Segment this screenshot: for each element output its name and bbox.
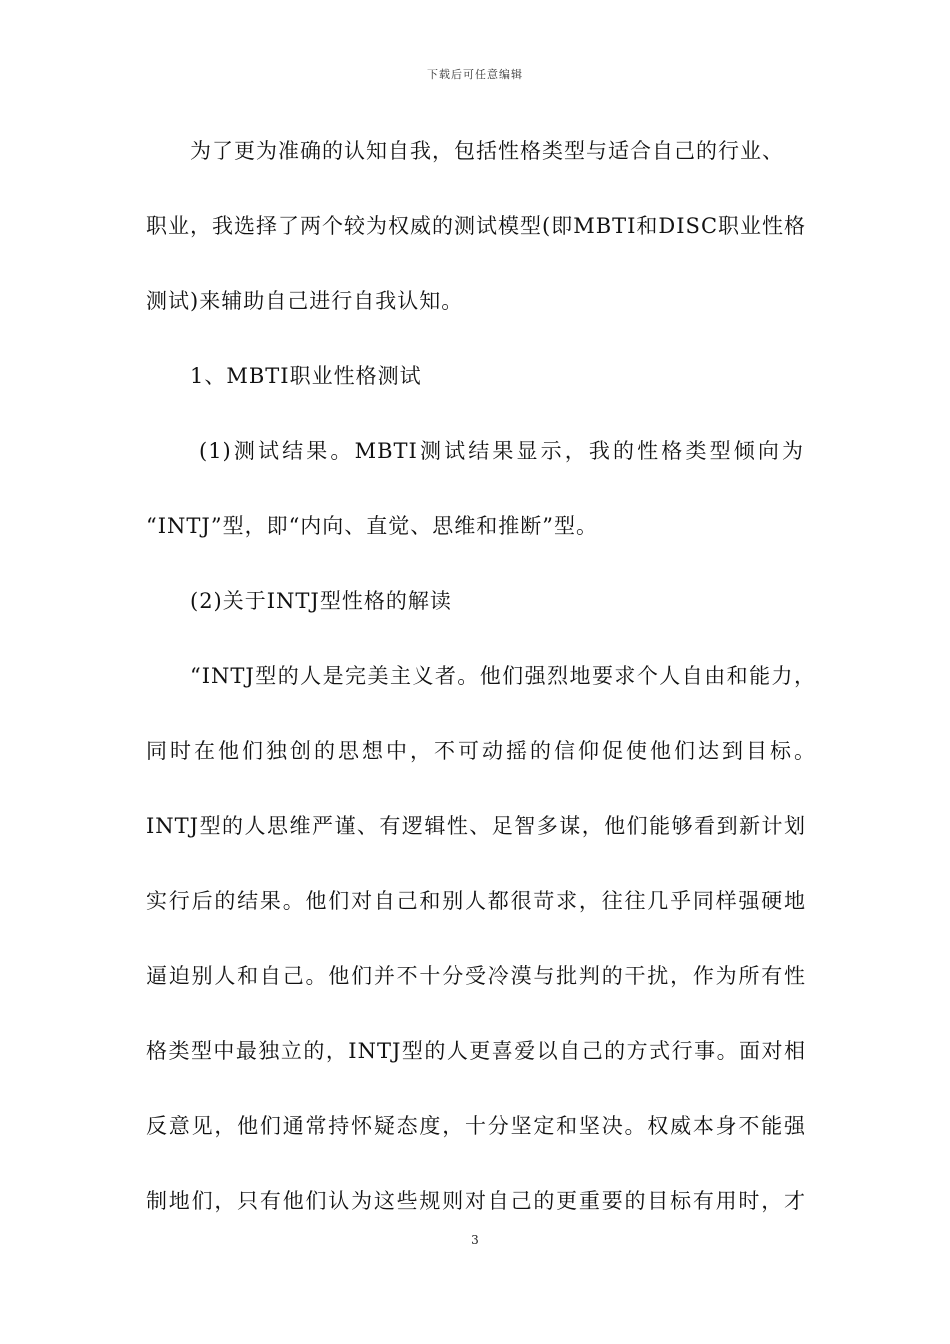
page-number: 3 [471,1233,479,1247]
quote-line-6: 格类型中最独立的，INTJ型的人更喜爱以自己的方式行事。面对相 [146,1039,806,1063]
quote-line-3: INTJ型的人思维严谨、有逻辑性、足智多谋，他们能够看到新计划 [146,814,806,838]
subsection-heading: (2)关于INTJ型性格的解读 [190,589,452,613]
paragraph-line-6: “INTJ”型，即“内向、直觉、思维和推断”型。 [146,514,599,538]
section-heading: 1、MBTI职业性格测试 [190,364,422,388]
paragraph-line-1: 为了更为准确的认知自我，包括性格类型与适合自己的行业、 [190,139,784,163]
paragraph-line-5: (1)测试结果。MBTI测试结果显示，我的性格类型倾向为 [199,439,804,463]
quote-line-2: 同时在他们独创的思想中，不可动摇的信仰促使他们达到目标。 [146,739,816,763]
quote-line-5: 逼迫别人和自己。他们并不十分受冷漠与批判的干扰，作为所有性 [146,964,806,988]
quote-line-1: “INTJ型的人是完美主义者。他们强烈地要求个人自由和能力， [190,664,816,688]
quote-line-7: 反意见，他们通常持怀疑态度，十分坚定和坚决。权威本身不能强 [146,1114,806,1138]
quote-line-8: 制地们，只有他们认为这些规则对自己的更重要的目标有用时，才 [146,1189,806,1213]
paragraph-line-2: 职业，我选择了两个较为权威的测试模型(即MBTI和DISC职业性格 [146,214,807,238]
page-header: 下载后可任意编辑 [427,68,523,81]
quote-line-4: 实行后的结果。他们对自己和别人都很苛求，往往几乎同样强硬地 [146,889,806,913]
paragraph-line-3: 测试)来辅助自己进行自我认知。 [146,289,464,313]
